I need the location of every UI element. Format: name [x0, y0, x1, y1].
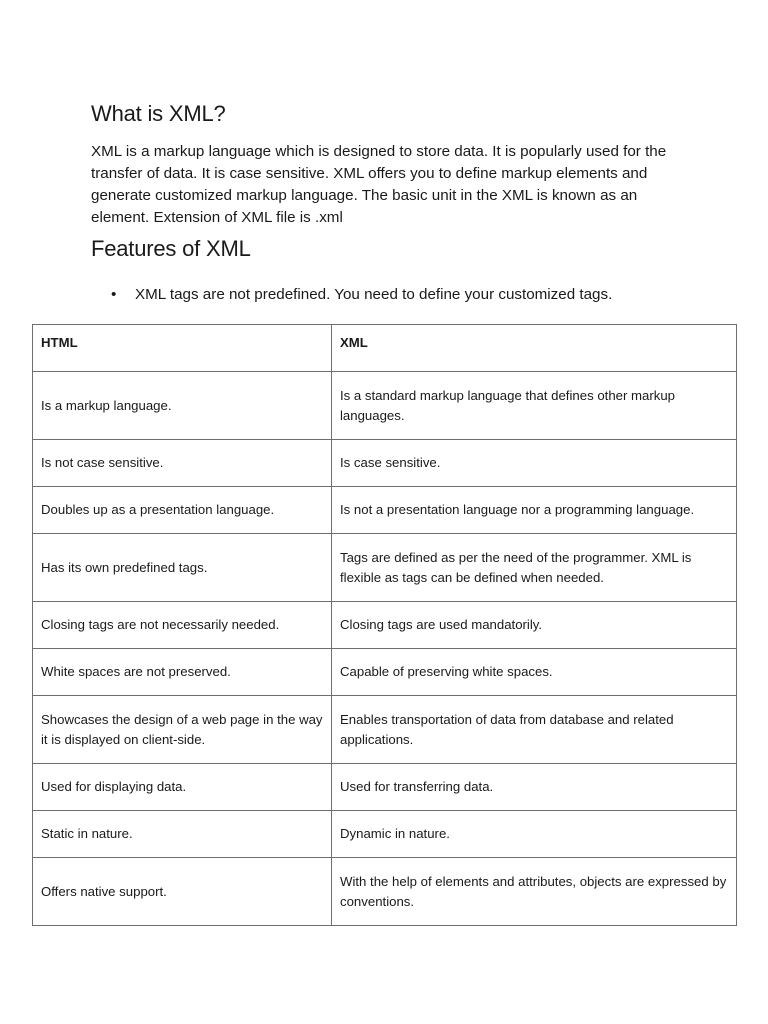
table-row — [33, 696, 737, 764]
comparison-table — [32, 324, 737, 926]
table-cell-xml: With the help of elements and attributes, objects are expressed by conventions. — [332, 858, 737, 926]
table-header-row — [33, 325, 737, 372]
table-cell-html: Showcases the design of a web page in the way it is displayed on client-side. — [33, 696, 332, 764]
table-cell-html: Closing tags are not necessarily needed. — [33, 602, 332, 649]
table-row — [33, 534, 737, 602]
table-row — [33, 811, 737, 858]
table-cell-xml: Dynamic in nature. — [332, 811, 737, 858]
table-cell-html: Is a markup language. — [33, 372, 332, 440]
table-cell-xml: Closing tags are used mandatorily. — [332, 602, 737, 649]
section-title-features: Features of XML — [91, 236, 251, 261]
table-row — [33, 372, 737, 440]
section-title-what-is-xml: What is XML? — [91, 101, 226, 126]
table-row — [33, 440, 737, 487]
table-row — [33, 858, 737, 926]
table-row — [33, 764, 737, 811]
table-cell-xml: Enables transportation of data from database and related applications. — [332, 696, 737, 764]
table-cell-html: Is not case sensitive. — [33, 440, 332, 487]
bullet-icon: • — [111, 286, 117, 303]
table-cell-html: Static in nature. — [33, 811, 332, 858]
table-cell-xml: Is a standard markup language that defines other markup languages. — [332, 372, 737, 440]
table-cell-xml: Tags are defined as per the need of the programmer. XML is flexible as tags can be defined when needed. — [332, 534, 737, 602]
table-cell-html: Doubles up as a presentation language. — [33, 487, 332, 534]
table-row — [33, 602, 737, 649]
intro-paragraph: XML is a markup language which is designed to store data. It is popularly used for the transfer of data. It is case sensitive. XML offers you to define markup elements and generate customized markup language. The basic unit in the XML is known as an element. Extension of XML file is .xml — [91, 143, 667, 226]
table-cell-html: Offers native support. — [33, 858, 332, 926]
table-cell-html: Has its own predefined tags. — [33, 534, 332, 602]
table-cell-html: Used for displaying data. — [33, 764, 332, 811]
column-header-html: HTML — [33, 325, 332, 372]
list-item — [91, 284, 612, 306]
table-row — [33, 487, 737, 534]
table-cell-xml: Is case sensitive. — [332, 440, 737, 487]
features-list — [91, 284, 612, 306]
list-item-text: XML tags are not predefined. You need to define your customized tags. — [135, 286, 613, 303]
table-row — [33, 649, 737, 696]
table-cell-xml: Used for transferring data. — [332, 764, 737, 811]
table-cell-html: White spaces are not preserved. — [33, 649, 332, 696]
column-header-xml: XML — [332, 325, 737, 372]
table-cell-xml: Capable of preserving white spaces. — [332, 649, 737, 696]
table-cell-xml: Is not a presentation language nor a programming language. — [332, 487, 737, 534]
